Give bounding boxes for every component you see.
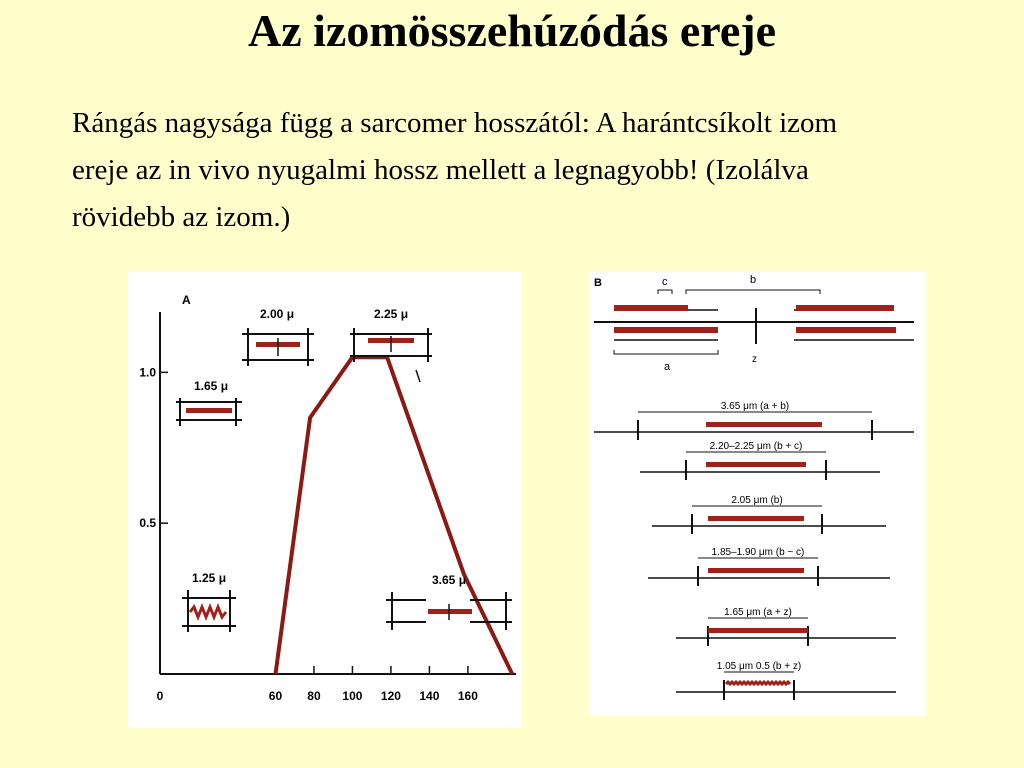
y-tick-label: 0.5: [139, 516, 156, 531]
sarcomere-row: [676, 661, 896, 700]
x-tick-label: 100: [342, 689, 363, 703]
dim-label-c: c: [662, 276, 668, 288]
sarcomere-row: [594, 401, 914, 440]
inset-label: 2.00 μ: [260, 307, 295, 321]
filament-overlap: [190, 607, 226, 617]
sarcomere-schematic: [590, 272, 926, 716]
row-label: 1.85–1.90 μm (b − c): [711, 547, 805, 558]
inset-1-65: [176, 379, 242, 426]
x-tick-label: 0: [156, 689, 164, 703]
inset-2-25: [350, 307, 432, 362]
length-tension-chart: [128, 272, 521, 728]
slide-paragraph: Rángás nagysága függ a sarcomer hosszától: A harántcsíkolt izom ereje az in vivo nyugalmi hossz mellett a legnagyobb! (Izolálva rövidebb az izom.): [72, 107, 838, 233]
myosin-filament: [708, 628, 808, 633]
row-label: 2.05 μm (b): [731, 495, 783, 506]
dim-label-a: a: [664, 361, 671, 373]
panel-a-letter: A: [182, 293, 191, 307]
filament: [428, 609, 472, 614]
row-label: 1.05 μm 0.5 (b + z): [716, 661, 802, 672]
myosin-filament: [708, 568, 804, 573]
x-tick-label: 60: [268, 689, 283, 703]
myosin-filament: [708, 516, 804, 521]
inset-label: 3.65 μ: [432, 573, 467, 587]
tension-curve: [276, 357, 513, 674]
row-label: 1.65 μm (a + z): [724, 607, 792, 618]
sarcomere-diagram: [590, 272, 926, 716]
filament: [186, 408, 232, 413]
inset-label: 2.25 μ: [374, 307, 409, 321]
dim-label-b: b: [750, 274, 757, 286]
panel-b-letter: B: [594, 277, 602, 289]
x-tick-label: 80: [307, 689, 321, 703]
pointer-arrow: [416, 370, 420, 382]
x-tick-label: 140: [419, 689, 440, 703]
sarcomere-row: [640, 441, 880, 480]
x-tick-label: 120: [380, 689, 401, 703]
sarcomere-rows: [594, 401, 914, 700]
row-label: 3.65 μm (a + b): [720, 401, 790, 412]
myosin-filament: [726, 682, 790, 684]
myosin-filament: [706, 462, 806, 467]
inset-label: 1.65 μ: [194, 379, 229, 393]
length-tension-figure: [128, 272, 521, 728]
sarcomere-row: [648, 547, 890, 586]
chart-axes: [160, 312, 516, 674]
inset-3-65: [386, 573, 512, 630]
inset-label: 1.25 μ: [192, 571, 227, 585]
slide-title: Az izomösszehúzódás ereje: [247, 5, 776, 56]
sarcomere-row: [652, 495, 886, 534]
sarcomere-row: [676, 607, 896, 646]
x-tick-label: 160: [457, 689, 478, 703]
dim-label-z: z: [752, 354, 757, 365]
myosin-filament: [706, 422, 822, 427]
inset-1-25: [182, 571, 236, 632]
tick-labels: [139, 365, 478, 703]
row-label: 2.20–2.25 μm (b + c): [709, 441, 803, 452]
y-tick-label: 1.0: [139, 365, 156, 380]
